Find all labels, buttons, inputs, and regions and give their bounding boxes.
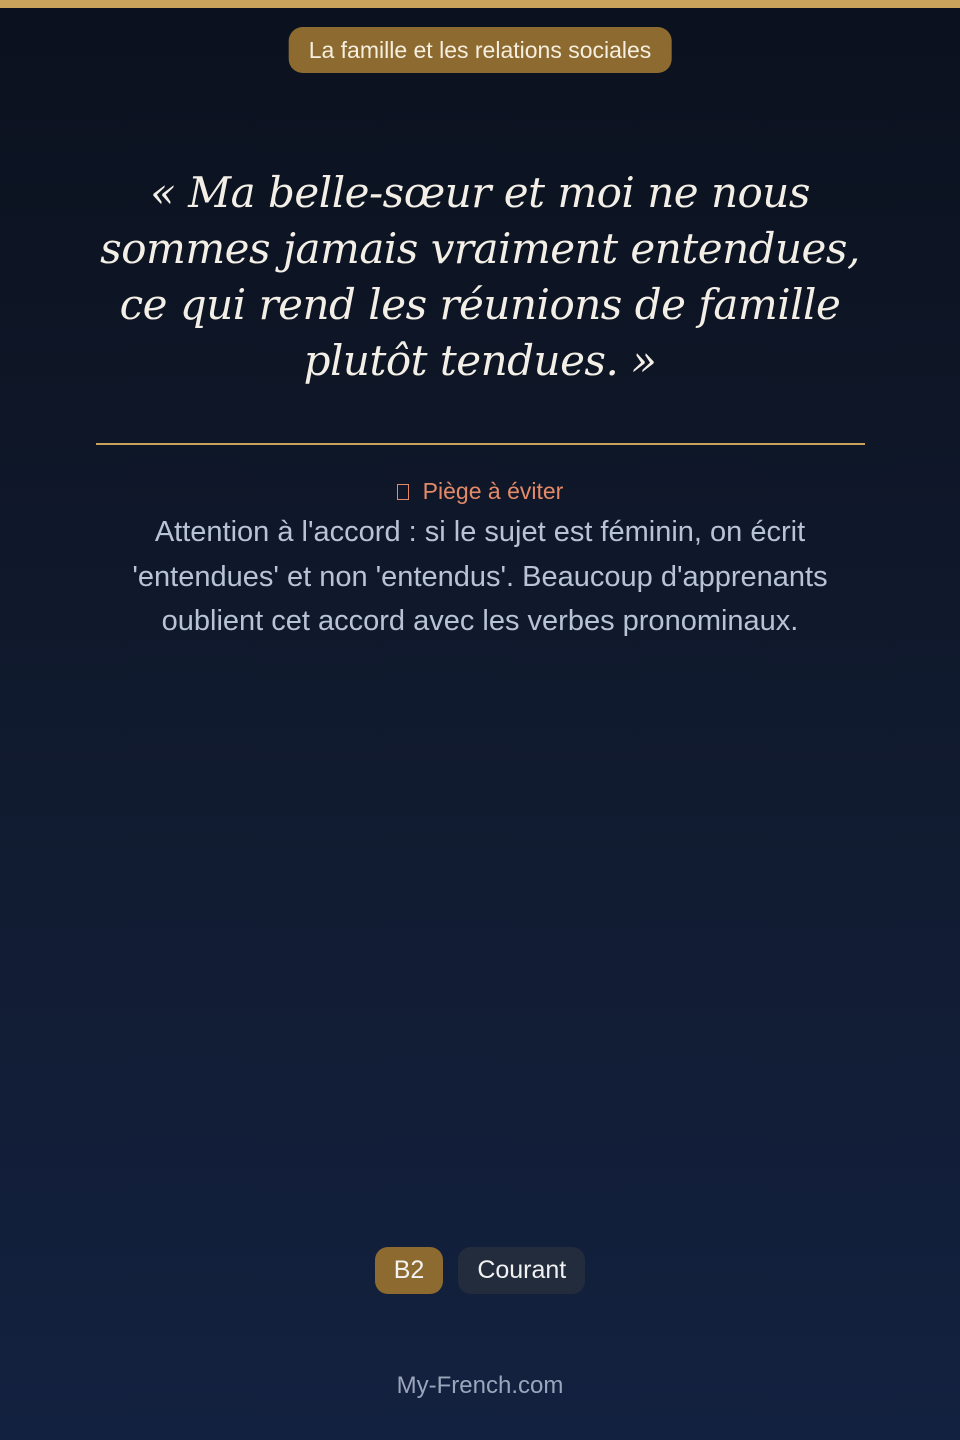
example-sentence: « Ma belle-sœur et moi ne nous sommes jamais vraiment entendues, ce qui rend les réunions de famille plutôt tendues. » [100, 168, 860, 385]
warning-box-icon [397, 484, 409, 500]
level-badge: B2 [375, 1247, 444, 1294]
site-name: My-French.com [396, 1372, 564, 1399]
top-accent-bar [0, 0, 960, 8]
topic-badge: La famille et les relations sociales [289, 27, 672, 73]
divider [96, 443, 865, 445]
register-badge: Courant [458, 1247, 585, 1294]
warning-heading [0, 476, 960, 506]
warning-explanation: Attention à l'accord : si le sujet est féminin, on écrit 'entendues' et non 'entendus'. Beaucoup d'apprenants oublient cet accord avec les verbes pronominaux. [132, 516, 828, 637]
tags-row [0, 1247, 960, 1294]
warning-title: Piège à éviter [422, 478, 564, 504]
